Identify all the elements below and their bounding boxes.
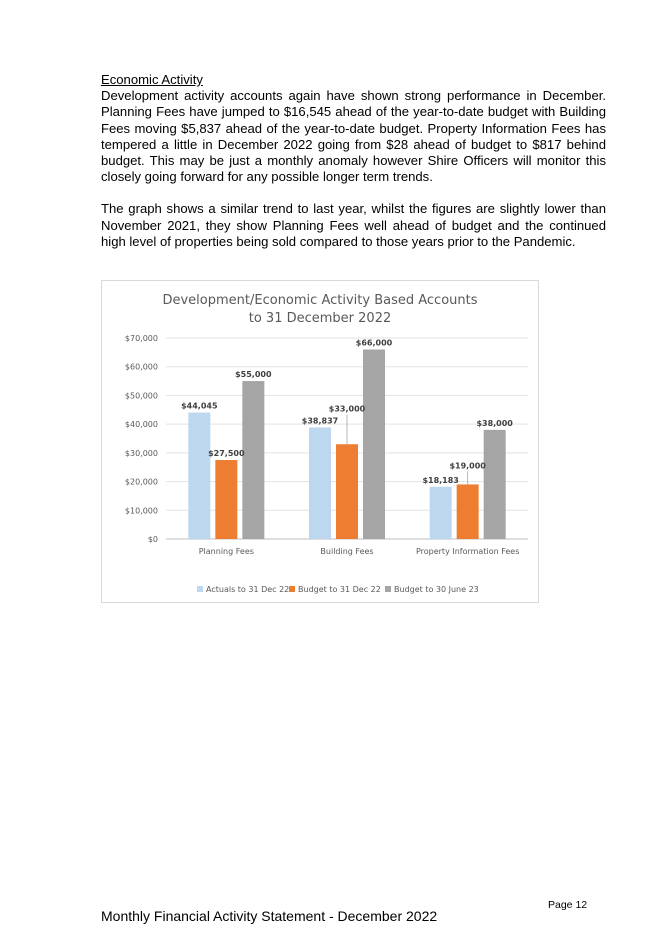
data-label: $38,000 <box>476 418 513 428</box>
legend-label: Actuals to 31 Dec 22 <box>206 585 290 594</box>
activity-chart <box>101 280 539 603</box>
bar <box>430 487 452 539</box>
y-tick-label: $70,000 <box>124 334 158 343</box>
bar <box>215 460 237 539</box>
legend-swatch <box>385 586 391 592</box>
bar <box>188 413 210 539</box>
bar <box>363 349 385 539</box>
y-tick-label: $50,000 <box>124 391 158 401</box>
legend-label: Budget to 30 June 23 <box>394 585 479 594</box>
footer-title: Monthly Financial Activity Statement - December 2022 <box>101 908 438 924</box>
x-tick-label: Property Information Fees <box>415 547 520 556</box>
y-tick-label: $10,000 <box>124 506 158 516</box>
bar <box>242 381 264 539</box>
section-heading: Economic Activity <box>101 72 203 87</box>
bar <box>484 430 506 539</box>
data-label: $19,000 <box>449 461 486 471</box>
y-tick-label: $20,000 <box>124 477 158 487</box>
data-label: $44,045 <box>181 401 218 411</box>
y-tick-label: $30,000 <box>124 448 158 458</box>
y-tick-label: $0 <box>147 535 158 544</box>
legend-swatch <box>289 586 295 592</box>
page-number: Page 12 <box>548 899 588 911</box>
paragraph-graph-summary: The graph shows a similar trend to last year, whilst the figures are slightly lower than November 2021, they show Planning Fees well ahead of budget and the continued high level of properties being sold compared to those years prior to the Pandemic. <box>101 201 606 249</box>
bar <box>457 484 479 539</box>
y-tick-label: $60,000 <box>124 362 158 372</box>
data-label: $33,000 <box>328 404 366 414</box>
chart-title-line-1: Development/Economic Activity Based Accounts <box>162 293 478 308</box>
bar <box>336 444 358 539</box>
report-text <box>101 72 606 250</box>
data-label: $55,000 <box>235 370 272 380</box>
y-tick-label: $40,000 <box>124 420 158 430</box>
legend-label: Budget to 31 Dec 22 <box>298 585 381 594</box>
chart-canvas <box>102 281 538 602</box>
data-label: $66,000 <box>355 338 393 348</box>
paragraph-development-activity: Development activity accounts again have shown strong performance in December. Planning Fees have jumped to $16,545 ahead of the year-to-date budget with Building Fees moving $5,837 ahead of the year-to-date budget. Property Information Fees has tempered a little in December 2022 going from $28 ahead of budget to $817 behind budget. This may be just a monthly anomaly however Shire Officers will monitor this closely going forward for any possible longer term trends. <box>101 88 606 185</box>
data-label: $27,500 <box>208 449 245 459</box>
x-tick-label: Building Fees <box>320 547 374 556</box>
bar <box>309 427 331 539</box>
data-label: $38,837 <box>301 416 339 426</box>
chart-title-line-2: to 31 December 2022 <box>248 311 392 326</box>
x-tick-label: Planning Fees <box>198 547 254 556</box>
data-label: $18,183 <box>422 475 459 485</box>
legend-swatch <box>197 586 203 592</box>
